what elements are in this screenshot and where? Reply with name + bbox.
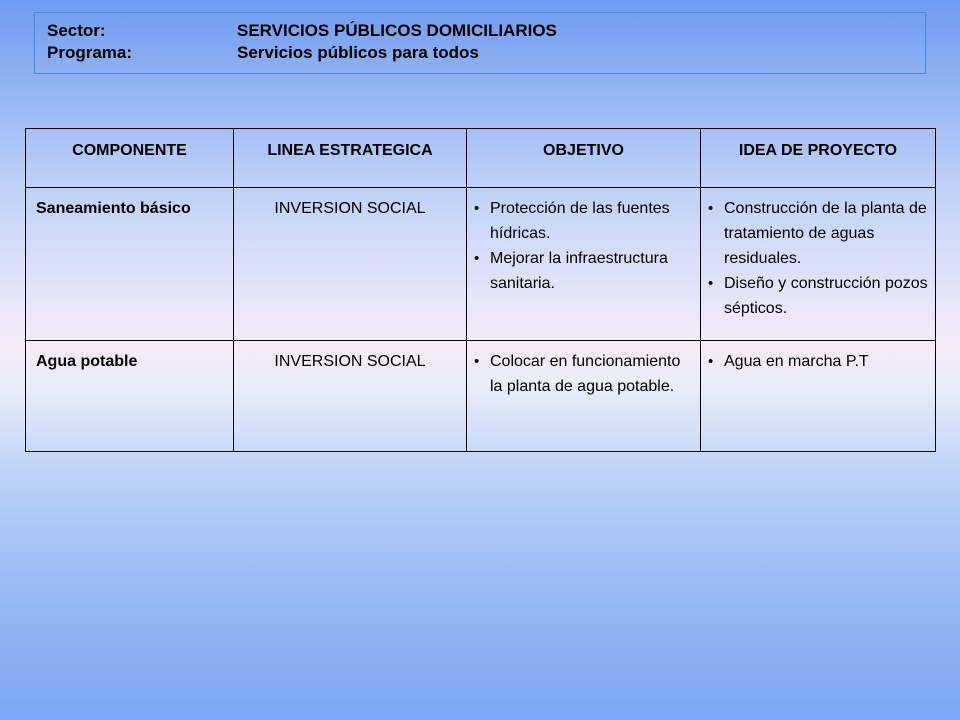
cell-linea: INVERSION SOCIAL	[234, 188, 467, 341]
programa-label: Programa:	[47, 43, 133, 62]
cell-componente: Agua potable	[26, 341, 234, 452]
table-header-row	[26, 129, 936, 188]
sector-value: SERVICIOS PÚBLICOS DOMICILIARIOS	[237, 21, 557, 40]
list-item	[473, 349, 694, 399]
list-item-text: Construcción de la planta de tratamiento de aguas residuales.	[724, 200, 927, 267]
cell-idea	[701, 188, 936, 341]
cell-idea	[701, 341, 936, 452]
list-item-text: Agua en marcha P.T	[724, 353, 869, 370]
idea-list	[707, 349, 929, 374]
list-item-text: Colocar en funcionamiento la planta de agua potable.	[490, 353, 681, 395]
programa-value: Servicios públicos para todos	[237, 43, 479, 62]
cell-linea: INVERSION SOCIAL	[234, 341, 467, 452]
list-item-text: Protección de las fuentes hídricas.	[490, 200, 670, 242]
cell-objetivo	[467, 341, 701, 452]
project-table	[25, 128, 936, 452]
cell-objetivo	[467, 188, 701, 341]
list-item-text: Mejorar la infraestructura sanitaria.	[490, 250, 668, 292]
list-item	[707, 349, 929, 374]
list-item-text: Diseño y construcción pozos sépticos.	[724, 275, 928, 317]
table-row	[26, 188, 936, 341]
sector-row	[47, 20, 925, 42]
objetivo-list	[473, 349, 694, 399]
list-item	[707, 271, 929, 321]
objetivo-list	[473, 196, 694, 296]
programa-row	[47, 42, 925, 64]
list-item	[707, 196, 929, 271]
header-box	[34, 12, 926, 74]
list-item	[473, 246, 694, 296]
idea-list	[707, 196, 929, 321]
table-row	[26, 341, 936, 452]
bullet-icon: •	[474, 353, 480, 370]
bullet-icon: •	[474, 200, 480, 217]
cell-componente: Saneamiento básico	[26, 188, 234, 341]
bullet-icon: •	[474, 250, 480, 267]
bullet-icon: •	[708, 200, 714, 217]
sector-label: Sector:	[47, 21, 106, 40]
column-header-linea-estrategica: LINEA ESTRATEGICA	[234, 129, 467, 188]
bullet-icon: •	[708, 353, 714, 370]
column-header-idea-de-proyecto: IDEA DE PROYECTO	[701, 129, 936, 188]
column-header-componente: COMPONENTE	[26, 129, 234, 188]
column-header-objetivo: OBJETIVO	[467, 129, 701, 188]
list-item	[473, 196, 694, 246]
bullet-icon: •	[708, 275, 714, 292]
